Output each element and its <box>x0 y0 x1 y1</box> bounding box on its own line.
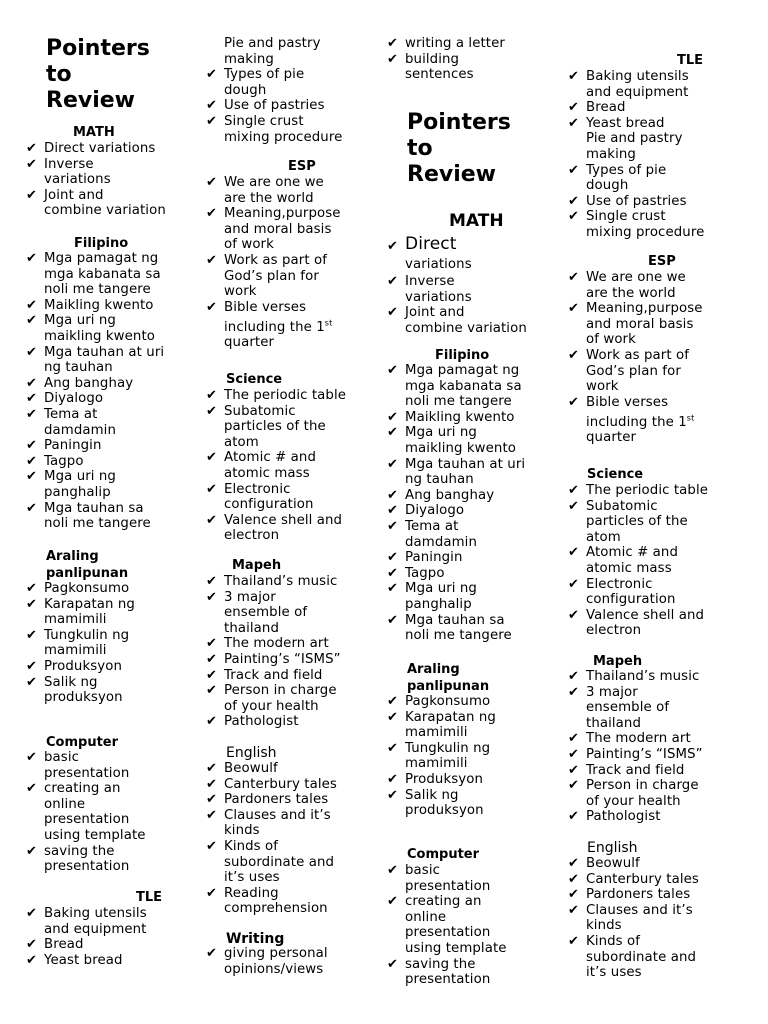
list-item: ✔ Joint and combine variation <box>26 187 166 219</box>
check-icon: ✔ <box>206 98 217 114</box>
check-icon: ✔ <box>26 581 37 596</box>
section-heading-mapeh: Mapeh <box>593 654 643 669</box>
list-item: ✔ building sentences <box>387 51 474 83</box>
list-item: ✔ giving personal opinions/views <box>206 946 328 977</box>
check-icon: ✔ <box>206 299 217 315</box>
check-icon: ✔ <box>387 863 398 878</box>
check-icon: ✔ <box>206 388 217 403</box>
check-icon: ✔ <box>387 694 398 709</box>
list-item: ✔ Thailand’s music <box>568 669 700 684</box>
section-heading-mapeh: Mapeh <box>232 558 282 573</box>
check-icon: ✔ <box>206 574 217 589</box>
section-heading-araling-panlipunan: Araling panlipunan <box>46 549 129 581</box>
page-title: Pointers to Review <box>46 36 150 113</box>
check-icon: ✔ <box>206 667 217 683</box>
check-icon: ✔ <box>26 344 37 360</box>
mapeh-list <box>566 669 766 825</box>
check-icon: ✔ <box>568 576 579 592</box>
list-item: ✔ Pathologist <box>206 714 299 730</box>
list-item: ✔ Pathologist <box>568 809 661 825</box>
check-icon: ✔ <box>26 843 37 859</box>
list-item: ✔ We are one we are the world <box>206 175 324 206</box>
list-item: ✔ Single crust mixing procedure <box>568 209 705 240</box>
check-icon: ✔ <box>387 581 398 597</box>
list-item: ✔ Karapatan ng mamimili <box>26 596 135 628</box>
list-item: ✔ Valence shell and electron <box>206 512 343 544</box>
list-item: ✔ Joint and combine variation <box>387 305 527 336</box>
araling-list <box>385 694 570 819</box>
list-item: ✔ saving the presentation <box>387 956 491 988</box>
list-item: ✔ Kinds of subordinate and it’s uses <box>206 838 335 886</box>
list-item: ✔ Use of pastries <box>568 193 687 209</box>
math-list <box>385 235 570 336</box>
check-icon: ✔ <box>206 761 217 776</box>
list-item: ✔ The periodic table <box>568 483 709 498</box>
check-icon: ✔ <box>387 550 398 566</box>
check-icon: ✔ <box>568 394 579 410</box>
check-icon: ✔ <box>387 487 398 503</box>
check-icon: ✔ <box>26 453 37 469</box>
list-item: ✔ Track and field <box>206 667 323 683</box>
list-item: ✔ Karapatan ng mamimili <box>387 709 496 741</box>
check-icon: ✔ <box>206 252 217 268</box>
check-icon: ✔ <box>206 512 217 528</box>
check-icon: ✔ <box>387 771 398 787</box>
check-icon: ✔ <box>568 731 579 747</box>
writing-list <box>204 946 379 977</box>
list-item: ✔ Diyalogo <box>26 391 104 407</box>
list-item: ✔ creating an online presentation using template <box>26 781 146 843</box>
list-item: ✔ Types of pie dough <box>568 162 667 194</box>
check-icon: ✔ <box>26 906 37 921</box>
list-item: ✔ Tungkulin ng mamimili <box>26 627 130 659</box>
list-item: ✔ Types of pie dough <box>206 67 305 98</box>
check-icon: ✔ <box>568 809 579 825</box>
list-item: ✔ Thailand’s music <box>206 574 338 589</box>
check-icon: ✔ <box>568 115 579 131</box>
check-icon: ✔ <box>568 762 579 778</box>
check-icon: ✔ <box>568 856 579 871</box>
check-icon: ✔ <box>387 787 398 803</box>
check-icon: ✔ <box>206 113 217 129</box>
filipino-list <box>385 363 570 644</box>
list-item: ✔ Produksyon <box>387 771 484 787</box>
list-item: ✔ Yeast bread <box>26 952 123 968</box>
check-icon: ✔ <box>568 746 579 762</box>
list-item: ✔ Subatomic particles of the atom <box>568 498 688 545</box>
list-item: ✔ Atomic # and atomic mass <box>568 545 678 576</box>
check-icon: ✔ <box>206 175 217 190</box>
computer-list <box>24 750 194 875</box>
list-item: ✔ Ang banghay <box>26 375 134 391</box>
check-icon: ✔ <box>387 956 398 972</box>
check-icon: ✔ <box>206 403 217 419</box>
list-item: ✔ Tema at damdamin <box>26 406 117 438</box>
page-title-repeat: Pointers to Review <box>407 110 511 187</box>
check-icon: ✔ <box>26 438 37 454</box>
section-heading-filipino: Filipino <box>435 348 490 363</box>
check-icon: ✔ <box>568 69 579 84</box>
list-item: ✔ Mga uri ng panghalip <box>26 469 116 500</box>
list-item: ✔ We are one we are the world <box>568 270 686 301</box>
check-icon: ✔ <box>387 612 398 628</box>
list-item: ✔ Produksyon <box>26 658 123 674</box>
araling-list <box>24 581 194 706</box>
list-item: ✔ Paningin <box>26 438 102 454</box>
check-icon: ✔ <box>387 363 398 378</box>
check-icon: ✔ <box>568 193 579 209</box>
check-icon: ✔ <box>206 683 217 699</box>
check-icon: ✔ <box>206 838 217 854</box>
list-item: ✔ Maikling kwento <box>26 297 154 313</box>
column-3 <box>385 0 570 1024</box>
check-icon: ✔ <box>26 313 37 329</box>
list-item: ✔ basic presentation <box>387 863 491 894</box>
list-item: ✔ Bread <box>26 937 84 953</box>
list-item: ✔ Direct variations <box>26 141 156 156</box>
list-item: ✔ Mga tauhan at uri ng tauhan <box>387 456 526 488</box>
check-icon: ✔ <box>568 684 579 700</box>
tle-continued-list <box>204 36 379 145</box>
check-icon: ✔ <box>206 651 217 667</box>
check-icon: ✔ <box>26 187 37 203</box>
list-item: ✔ Clauses and it’s kinds <box>206 807 331 839</box>
list-item: ✔ Pardoners tales <box>568 887 691 903</box>
section-heading-esp: ESP <box>288 159 316 174</box>
check-icon: ✔ <box>568 347 579 363</box>
english-list <box>566 856 766 981</box>
list-item: ✔ Mga pamagat ng mga kabanata sa noli me tangere <box>387 363 522 410</box>
tle-list <box>566 69 766 241</box>
list-item: ✔ Mga uri ng maikling kwento <box>26 313 156 344</box>
column-2 <box>195 0 385 1024</box>
english-list <box>204 761 379 917</box>
list-item: ✔ Work as part of God’s plan for work <box>206 252 328 300</box>
list-item: ✔ Clauses and it’s kinds <box>568 902 693 934</box>
list-item: ✔ 3 major ensemble of thailand <box>206 589 308 636</box>
check-icon: ✔ <box>568 498 579 514</box>
list-item: ✔ creating an online presentation using template <box>387 894 507 956</box>
list-item: ✔ Electronic configuration <box>568 576 676 608</box>
list-item: ✔ Pagkonsumo <box>387 694 491 709</box>
check-icon: ✔ <box>387 565 398 581</box>
list-item: ✔ Valence shell and electron <box>568 607 705 639</box>
check-icon: ✔ <box>387 894 398 910</box>
check-icon: ✔ <box>26 469 37 485</box>
list-item: ✔ Mga tauhan sa noli me tangere <box>26 500 151 532</box>
list-item: ✔ Pagkonsumo <box>26 581 130 596</box>
list-item: ✔ Diyalogo <box>387 503 465 519</box>
check-icon: ✔ <box>26 500 37 516</box>
list-item: ✔ Inverse variations <box>387 274 472 305</box>
section-heading-english: English <box>587 840 638 856</box>
section-heading-tle: TLE <box>136 890 163 905</box>
list-item: ✔ Inverse variations <box>26 156 111 188</box>
check-icon: ✔ <box>387 36 398 51</box>
section-heading-filipino: Filipino <box>74 236 129 251</box>
computer-list <box>385 863 570 988</box>
list-item: ✔ Tagpo <box>26 453 84 469</box>
check-icon: ✔ <box>568 902 579 918</box>
check-icon: ✔ <box>26 781 37 797</box>
check-icon: ✔ <box>26 391 37 407</box>
list-item: ✔ Direct variations <box>387 234 472 272</box>
list-item: ✔ Meaning,purpose and moral basis of work <box>568 301 703 348</box>
list-item: ✔ Subatomic particles of the atom <box>206 403 326 450</box>
check-icon: ✔ <box>387 274 398 289</box>
section-heading-tle: TLE <box>677 53 704 68</box>
check-icon: ✔ <box>387 456 398 472</box>
filipino-list <box>24 251 194 532</box>
check-icon: ✔ <box>206 206 217 222</box>
list-item: ✔ Work as part of God’s plan for work <box>568 347 690 395</box>
check-icon: ✔ <box>26 952 37 968</box>
tle-list <box>24 906 194 968</box>
list-item: ✔ Mga pamagat ng mga kabanata sa noli me tangere <box>26 251 161 298</box>
list-item: ✔ Mga uri ng panghalip <box>387 581 477 612</box>
check-icon: ✔ <box>568 301 579 317</box>
list-item: ✔ Salik ng produksyon <box>387 787 484 819</box>
check-icon: ✔ <box>26 375 37 391</box>
check-icon: ✔ <box>568 100 579 116</box>
check-icon: ✔ <box>387 305 398 321</box>
check-icon: ✔ <box>568 162 579 178</box>
check-icon: ✔ <box>206 589 217 605</box>
esp-list <box>204 175 379 351</box>
list-item: ✔ Atomic # and atomic mass <box>206 450 316 481</box>
check-icon: ✔ <box>26 156 37 172</box>
list-item: ✔ Bible verses including the 1st quarter <box>568 394 695 446</box>
check-icon: ✔ <box>206 776 217 792</box>
list-item: ✔ Person in charge of your health <box>568 778 699 809</box>
section-heading-computer: Computer <box>46 735 119 750</box>
list-item: ✔ Paningin <box>387 550 463 566</box>
list-item: ✔ Baking utensils and equipment <box>26 906 147 937</box>
list-item: ✔ Person in charge of your health <box>206 683 337 714</box>
section-heading-araling-panlipunan: Araling panlipunan <box>407 662 490 694</box>
esp-list <box>566 270 766 446</box>
section-heading-science: Science <box>587 467 644 482</box>
list-item: ✔ Canterbury tales <box>568 871 699 887</box>
section-heading-science: Science <box>226 372 283 387</box>
list-item: ✔ Track and field <box>568 762 685 778</box>
check-icon: ✔ <box>387 51 398 67</box>
check-icon: ✔ <box>26 750 37 765</box>
section-heading-math: MATH <box>449 211 504 231</box>
check-icon: ✔ <box>206 714 217 730</box>
check-icon: ✔ <box>26 674 37 690</box>
check-icon: ✔ <box>387 518 398 534</box>
list-item: ✔ Meaning,purpose and moral basis of work <box>206 206 341 253</box>
list-item: ✔ Yeast bread Pie and pastry making <box>568 115 683 162</box>
list-item: ✔ Reading comprehension <box>206 885 328 917</box>
check-icon: ✔ <box>206 450 217 466</box>
check-icon: ✔ <box>26 658 37 674</box>
list-item: ✔ Maikling kwento <box>387 409 515 425</box>
check-icon: ✔ <box>568 483 579 498</box>
list-item: ✔ The modern art <box>206 636 329 652</box>
check-icon: ✔ <box>568 209 579 225</box>
writing-continued-list <box>385 36 570 83</box>
check-icon: ✔ <box>568 607 579 623</box>
check-icon: ✔ <box>387 709 398 725</box>
check-icon: ✔ <box>206 885 217 901</box>
science-list <box>204 388 379 544</box>
list-item: ✔ The modern art <box>568 731 691 747</box>
check-icon: ✔ <box>26 251 37 266</box>
check-icon: ✔ <box>568 871 579 887</box>
list-item: ✔ saving the presentation <box>26 843 130 875</box>
list-item: ✔ Tungkulin ng mamimili <box>387 740 491 772</box>
check-icon: ✔ <box>568 778 579 794</box>
math-list <box>24 141 194 219</box>
check-icon: ✔ <box>206 946 217 961</box>
list-item: ✔ Beowulf <box>568 856 640 871</box>
list-item: ✔ The periodic table <box>206 388 347 403</box>
list-item: ✔ Salik ng produksyon <box>26 674 123 706</box>
check-icon: ✔ <box>387 740 398 756</box>
list-item: ✔ basic presentation <box>26 750 130 781</box>
check-icon: ✔ <box>387 425 398 441</box>
list-item: ✔ Painting’s “ISMS” <box>206 651 341 667</box>
check-icon: ✔ <box>26 627 37 643</box>
list-item: ✔ Tema at damdamin <box>387 518 478 550</box>
check-icon: ✔ <box>568 545 579 561</box>
mapeh-list <box>204 574 379 730</box>
list-item: ✔ Ang banghay <box>387 487 495 503</box>
list-item: ✔ Bread <box>568 100 626 116</box>
check-icon: ✔ <box>26 141 37 156</box>
list-item: ✔ Mga tauhan sa noli me tangere <box>387 612 512 644</box>
check-icon: ✔ <box>568 887 579 903</box>
check-icon: ✔ <box>206 636 217 652</box>
list-item: ✔ Tagpo <box>387 565 445 581</box>
check-icon: ✔ <box>568 270 579 285</box>
list-item: ✔ 3 major ensemble of thailand <box>568 684 670 731</box>
section-heading-esp: ESP <box>648 254 676 269</box>
check-icon: ✔ <box>387 239 398 254</box>
list-item: ✔ Kinds of subordinate and it’s uses <box>568 933 697 981</box>
check-icon: ✔ <box>206 792 217 808</box>
column-1 <box>0 0 190 1024</box>
list-item: ✔ Beowulf <box>206 761 278 776</box>
check-icon: ✔ <box>568 669 579 684</box>
list-item: Pie and pastry making <box>224 36 321 67</box>
list-item: ✔ Mga tauhan at uri ng tauhan <box>26 344 165 376</box>
check-icon: ✔ <box>206 807 217 823</box>
check-icon: ✔ <box>387 409 398 425</box>
list-item: ✔ Pardoners tales <box>206 792 329 808</box>
section-heading-math: MATH <box>73 125 115 140</box>
check-icon: ✔ <box>387 503 398 519</box>
check-icon: ✔ <box>26 596 37 612</box>
list-item: ✔ Use of pastries <box>206 98 325 114</box>
check-icon: ✔ <box>26 297 37 313</box>
check-icon: ✔ <box>568 933 579 949</box>
list-item: ✔ Canterbury tales <box>206 776 337 792</box>
check-icon: ✔ <box>26 406 37 422</box>
list-item: ✔ Painting’s “ISMS” <box>568 746 703 762</box>
list-item: ✔ Single crust mixing procedure <box>206 113 343 145</box>
section-heading-english: English <box>226 745 277 761</box>
section-heading-computer: Computer <box>407 847 480 862</box>
check-icon: ✔ <box>26 937 37 953</box>
check-icon: ✔ <box>206 481 217 497</box>
list-item: ✔ Electronic configuration <box>206 481 314 513</box>
list-item: ✔ Mga uri ng maikling kwento <box>387 425 517 456</box>
list-item: ✔ writing a letter <box>387 36 505 51</box>
column-4 <box>566 0 766 1024</box>
check-icon: ✔ <box>206 67 217 83</box>
list-item: ✔ Baking utensils and equipment <box>568 69 689 100</box>
science-list <box>566 483 766 639</box>
section-heading-writing: Writing <box>226 931 285 947</box>
list-item: ✔ Bible verses including the 1st quarter <box>206 299 333 351</box>
